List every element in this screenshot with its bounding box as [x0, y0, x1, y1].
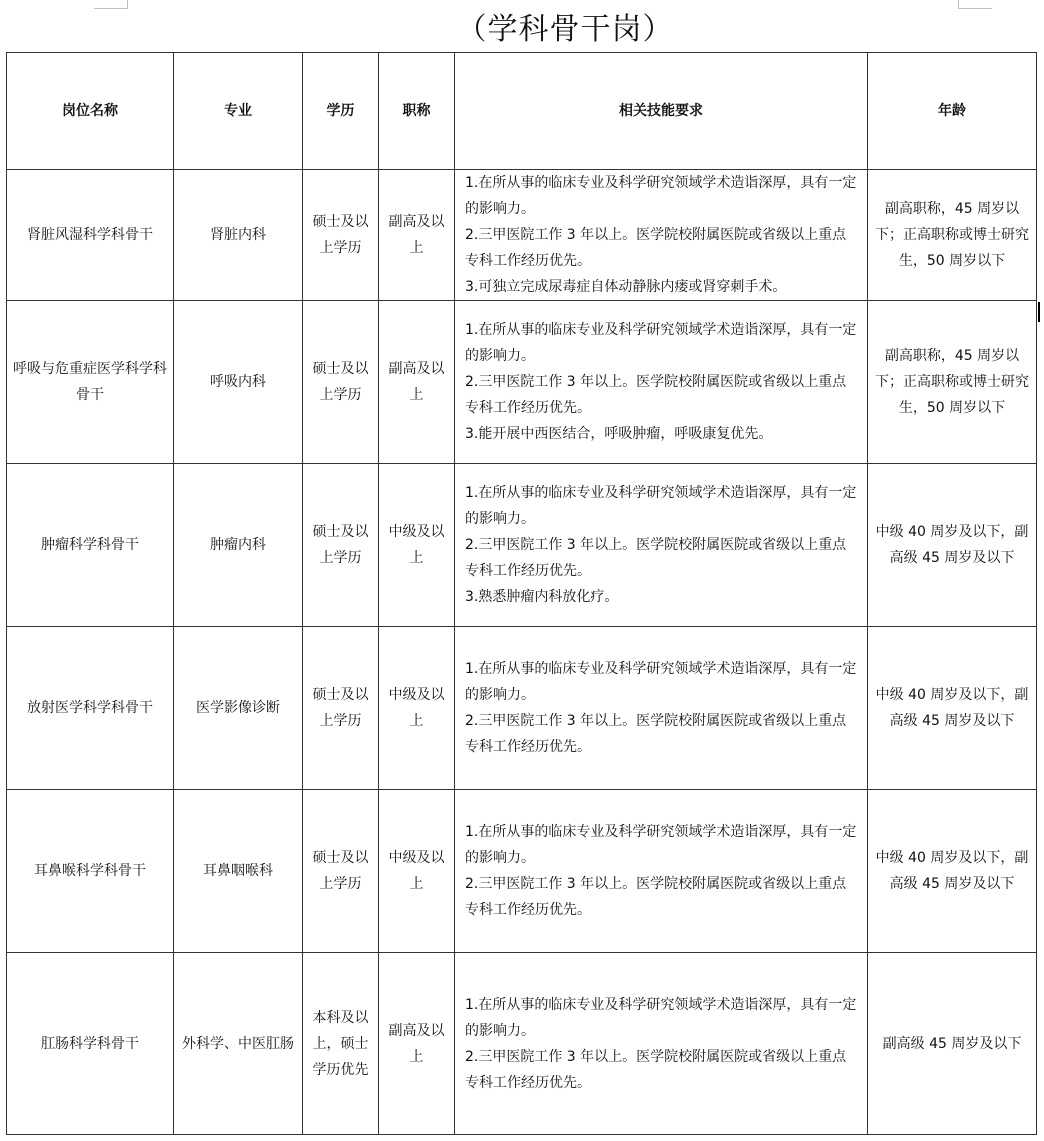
skill-line: 3.熟悉肿瘤内科放化疗。: [465, 589, 619, 605]
major-cell: 耳鼻咽喉科: [203, 863, 273, 879]
header-title-rank: 职称: [379, 53, 455, 170]
major-cell: 外科学、中医肛肠: [182, 1035, 294, 1052]
skill-line: 1.在所从事的临床专业及科学研究领域学术造诣深厚，具有一定的影响力。: [465, 322, 857, 364]
title-rank-cell: 中级及以上: [388, 687, 445, 729]
education-cell: 硕士及以上学历: [312, 524, 369, 566]
title-rank-cell: 中级及以上: [388, 850, 445, 892]
education-cell: 本科及以上，硕士学历优先: [312, 1009, 369, 1078]
skills-cell: [455, 170, 868, 301]
skill-line: 1.在所从事的临床专业及科学研究领域学术造诣深厚，具有一定的影响力。: [465, 824, 857, 866]
text-cursor: [1038, 302, 1040, 322]
age-cell: 中级 40 周岁及以下，副高级 45 周岁及以下: [875, 850, 1029, 892]
header-skills: 相关技能要求: [455, 53, 868, 170]
skill-line: 1.在所从事的临床专业及科学研究领域学术造诣深厚，具有一定的影响力。: [465, 175, 857, 217]
table-row: [7, 953, 1037, 1135]
header-education: 学历: [303, 53, 379, 170]
skills-cell: [455, 464, 868, 627]
age-cell: 副高职称，45 周岁以下；正高职称或博士研究生，50 周岁以下: [875, 348, 1029, 416]
education-cell: 硕士及以上学历: [312, 214, 369, 256]
position-cell: 耳鼻喉科学科骨干: [34, 863, 146, 879]
position-cell: 肿瘤科学科骨干: [41, 537, 139, 553]
skill-line: 2.三甲医院工作 3 年以上。医学院校附属医院或省级以上重点专科工作经历优先。: [465, 537, 847, 579]
age-cell: 副高级 45 周岁及以下: [882, 1035, 1022, 1052]
table-row: [7, 464, 1037, 627]
table-row: [7, 790, 1037, 953]
header-position: 岗位名称: [7, 53, 174, 170]
header-age: 年龄: [868, 53, 1037, 170]
age-cell: 中级 40 周岁及以下，副高级 45 周岁及以下: [875, 687, 1029, 729]
skill-line: 3.可独立完成尿毒症自体动静脉内瘘或肾穿刺手术。: [465, 279, 787, 295]
position-cell: 放射医学科学科骨干: [27, 700, 153, 716]
job-requirements-table: [6, 52, 1037, 1135]
position-cell: 呼吸与危重症医学科学科骨干: [13, 361, 167, 403]
skills-cell: [455, 301, 868, 464]
major-cell: 呼吸内科: [210, 374, 266, 390]
major-cell: 肾脏内科: [210, 227, 266, 243]
skill-line: 2.三甲医院工作 3 年以上。医学院校附属医院或省级以上重点专科工作经历优先。: [465, 227, 847, 269]
major-cell: 肿瘤内科: [210, 537, 266, 553]
education-cell: 硕士及以上学历: [312, 687, 369, 729]
skill-line: 1.在所从事的临床专业及科学研究领域学术造诣深厚，具有一定的影响力。: [465, 485, 857, 527]
page-title: （学科骨干岗）: [456, 12, 674, 47]
position-cell: 肛肠科学科骨干: [41, 1035, 139, 1052]
education-cell: 硕士及以上学历: [312, 361, 369, 403]
skills-cell: [455, 790, 868, 953]
table-row: [7, 301, 1037, 464]
position-cell: 肾脏风湿科学科骨干: [27, 227, 153, 243]
header-major: 专业: [174, 53, 303, 170]
skills-cell: [455, 953, 868, 1135]
skill-line: 2.三甲医院工作 3 年以上。医学院校附属医院或省级以上重点专科工作经历优先。: [465, 876, 847, 918]
title-rank-cell: 中级及以上: [388, 524, 445, 566]
table-header-row: [7, 53, 1037, 170]
title-rank-cell: 副高及以上: [388, 361, 445, 403]
skill-line: 1.在所从事的临床专业及科学研究领域学术造诣深厚，具有一定的影响力。: [465, 996, 857, 1039]
education-cell: 硕士及以上学历: [312, 850, 369, 892]
title-rank-cell: 副高及以上: [388, 1022, 445, 1065]
skill-line: 2.三甲医院工作 3 年以上。医学院校附属医院或省级以上重点专科工作经历优先。: [465, 374, 847, 416]
skills-cell: [455, 627, 868, 790]
title-rank-cell: 副高及以上: [388, 214, 445, 256]
table-row: [7, 627, 1037, 790]
skill-line: 2.三甲医院工作 3 年以上。医学院校附属医院或省级以上重点专科工作经历优先。: [465, 1048, 847, 1091]
major-cell: 医学影像诊断: [196, 700, 280, 716]
skill-line: 1.在所从事的临床专业及科学研究领域学术造诣深厚，具有一定的影响力。: [465, 661, 857, 703]
table-row: [7, 170, 1037, 301]
skill-line: 3.能开展中西医结合，呼吸肿瘤，呼吸康复优先。: [465, 426, 773, 442]
skill-line: 2.三甲医院工作 3 年以上。医学院校附属医院或省级以上重点专科工作经历优先。: [465, 713, 847, 755]
age-cell: 副高职称，45 周岁以下；正高职称或博士研究生，50 周岁以下: [875, 201, 1029, 269]
age-cell: 中级 40 周岁及以下，副高级 45 周岁及以下: [875, 524, 1029, 566]
